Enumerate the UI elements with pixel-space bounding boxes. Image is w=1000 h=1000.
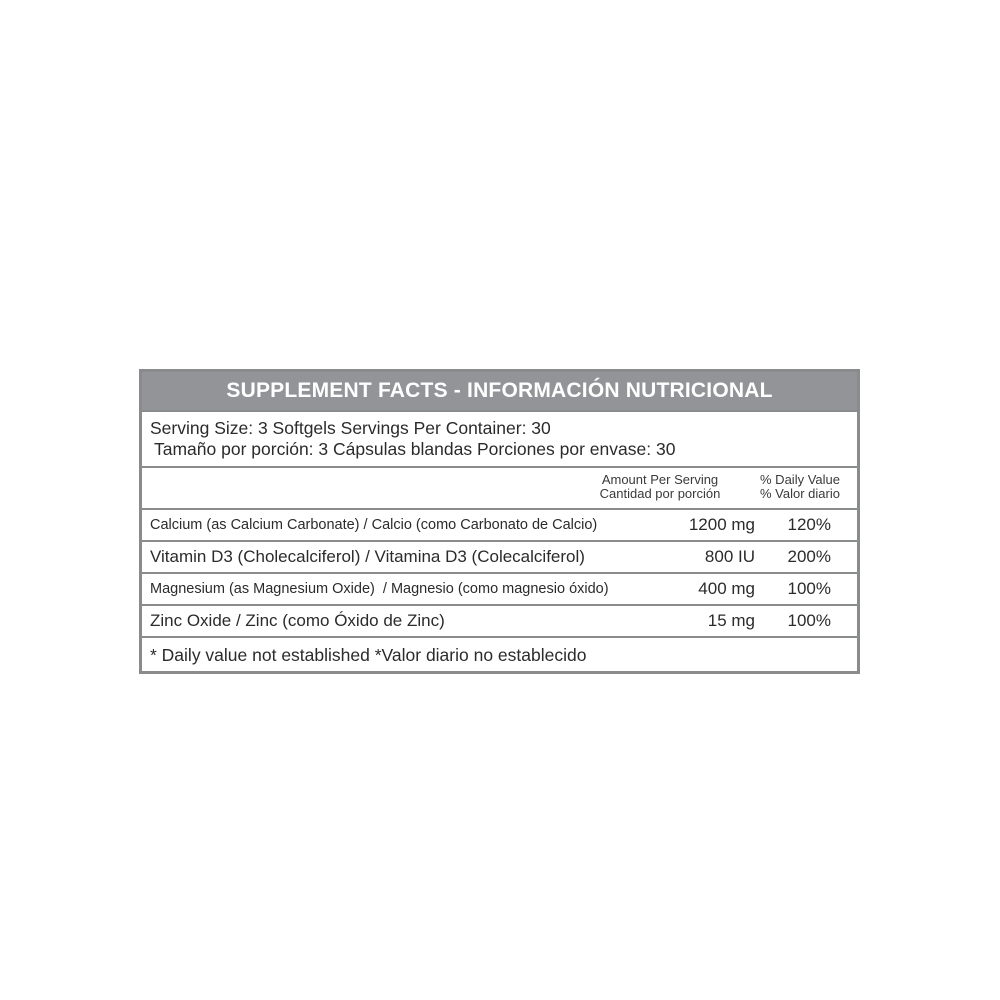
column-headers: [142, 466, 857, 508]
nutrient-amount: 1200 mg: [688, 515, 755, 534]
nutrient-amount: 15 mg: [707, 611, 755, 630]
serving-line-english: Serving Size: 3 Softgels Servings Per Container: 30: [150, 418, 551, 438]
serving-line-spanish: Tamaño por porción: 3 Cápsulas blandas Porciones por envase: 30: [154, 439, 676, 459]
nutrient-row-calcium: [142, 508, 857, 540]
amount-header-spanish: Cantidad por porción: [599, 486, 721, 501]
nutrient-row-zinc: [142, 604, 857, 636]
panel-title: SUPPLEMENT FACTS - INFORMACIÓN NUTRICIONAL: [142, 372, 857, 410]
daily-value-header-spanish: % Valor diario: [760, 486, 840, 501]
nutrient-name: Zinc Oxide / Zinc (como Óxido de Zinc): [150, 611, 445, 630]
nutrient-amount: 800 IU: [704, 547, 755, 566]
nutrient-daily-value: 120%: [787, 515, 831, 534]
serving-info: [142, 410, 857, 466]
nutrient-daily-value: 100%: [787, 579, 831, 598]
amount-header-english: Amount Per Serving: [601, 472, 719, 487]
daily-value-column-header: [746, 473, 854, 501]
amount-column-header: [590, 473, 730, 501]
footnote: * Daily value not established *Valor diario no establecido: [142, 636, 857, 672]
nutrient-daily-value: 100%: [787, 611, 831, 630]
nutrient-name: Calcium (as Calcium Carbonate) / Calcio (como Carbonato de Calcio): [150, 517, 598, 533]
nutrient-amount: 400 mg: [698, 579, 755, 598]
daily-value-header-english: % Daily Value: [760, 472, 840, 487]
supplement-facts-panel: [139, 369, 860, 674]
nutrient-row-vitamin-d3: [142, 540, 857, 572]
nutrient-row-magnesium: [142, 572, 857, 604]
nutrient-daily-value: 200%: [787, 547, 831, 566]
nutrient-name: Vitamin D3 (Cholecalciferol) / Vitamina D3 (Colecalciferol): [150, 547, 585, 566]
nutrient-name: Magnesium (as Magnesium Oxide) / Magnesio (como magnesio óxido): [150, 581, 609, 597]
